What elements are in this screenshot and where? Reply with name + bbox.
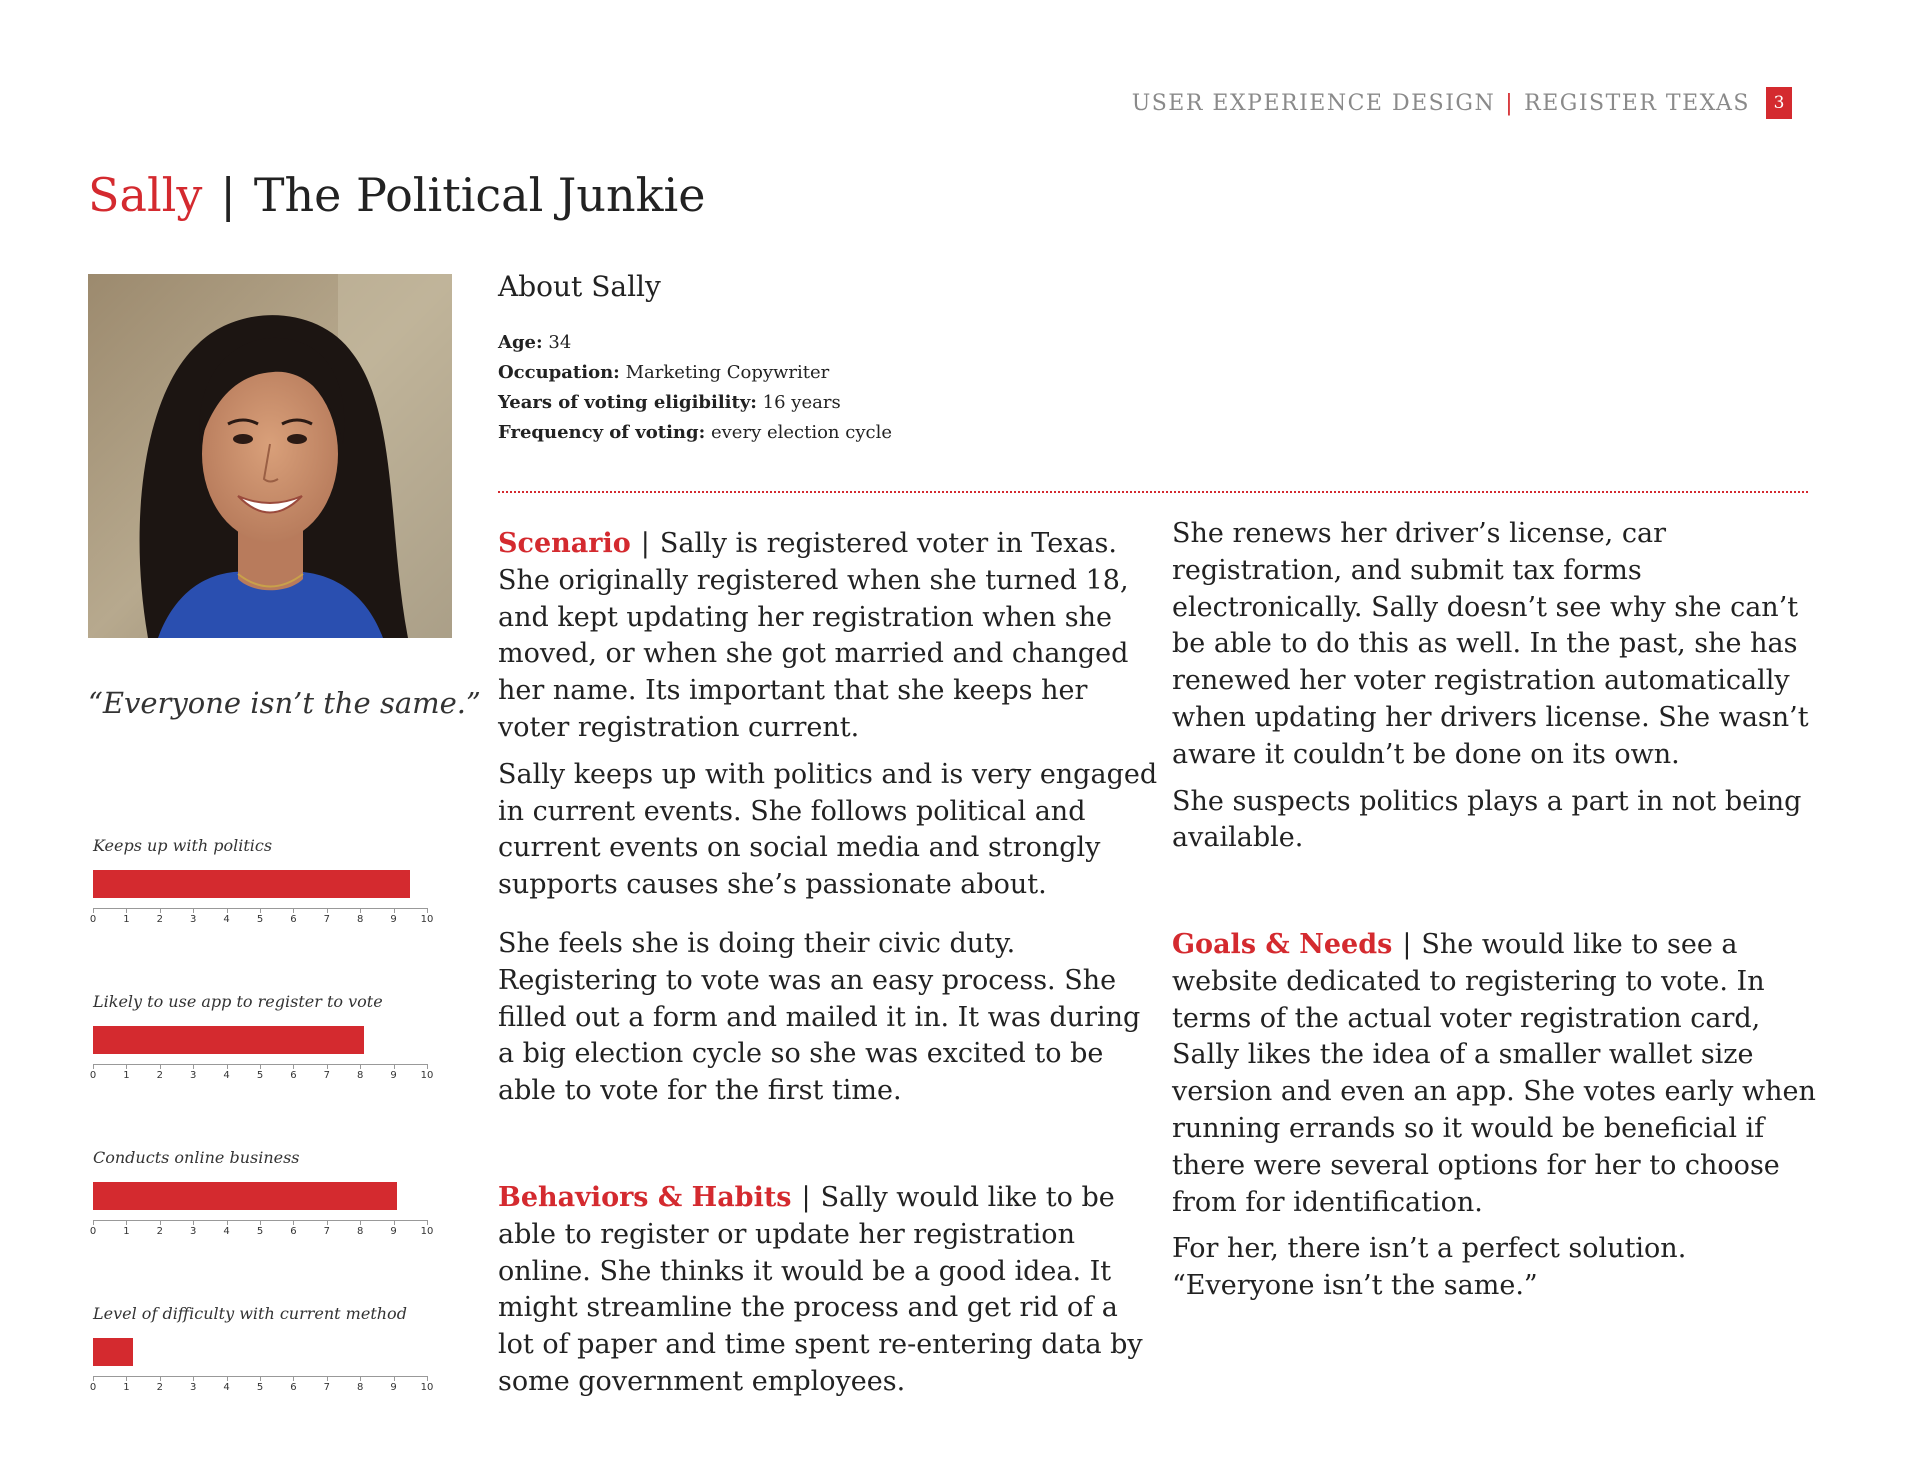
rating-tick-label: 8 xyxy=(357,1226,364,1237)
goals-heading: Goals & Needs xyxy=(1172,929,1393,960)
rating-tick xyxy=(227,1376,228,1381)
rating-label: Level of difficulty with current method xyxy=(93,1304,407,1323)
behaviors-section xyxy=(498,1180,1158,1401)
rating-tick xyxy=(126,908,127,913)
rating-tick-label: 8 xyxy=(357,1382,364,1393)
fact-age-value: 34 xyxy=(548,332,572,353)
rating-tick xyxy=(260,1376,261,1381)
behaviors-text-1: Sally would like to be able to register or update her registration online. She thinks it would be a good idea. It might streamline the process and get rid of a lot of paper and time spent re-entering data by some government employees. xyxy=(498,1182,1143,1397)
rating-scale xyxy=(89,1182,434,1237)
rating-tick xyxy=(193,1220,194,1225)
rating-tick xyxy=(427,908,428,913)
persona-name: Sally xyxy=(88,168,203,222)
scenario-heading: Scenario xyxy=(498,528,631,559)
rating-tick xyxy=(193,1376,194,1381)
rating-tick xyxy=(427,1220,428,1225)
rating-tick-label: 3 xyxy=(190,1382,197,1393)
rating-tick-label: 7 xyxy=(323,1382,330,1393)
context-paragraph-1: She renews her driver’s license, car registration, and submit tax forms electronically. Sally doesn’t see why she can’t be able to do this as well. In the past, she has renewed her voter registration automatically when updating her drivers license. She wasn’t aware it couldn’t be done on its own. xyxy=(1172,518,1809,770)
rating-tick-label: 0 xyxy=(89,1382,97,1393)
behaviors-paragraph-1 xyxy=(498,1180,1158,1401)
fact-years-value: 16 years xyxy=(762,392,841,413)
rating-bar xyxy=(93,1026,364,1054)
rating-tick-label: 1 xyxy=(123,1382,130,1393)
rating-tick-label: 4 xyxy=(223,1226,230,1237)
context-paragraph-2: She suspects politics plays a part in not being available. xyxy=(1172,785,1802,854)
goals-paragraph-2: For her, there isn’t a perfect solution. “Everyone isn’t the same.” xyxy=(1172,1233,1687,1302)
rating-tick-label: 6 xyxy=(290,1382,297,1393)
rating-tick-label: 1 xyxy=(123,1070,130,1081)
goals-section xyxy=(1172,927,1832,1305)
section-divider xyxy=(498,491,1808,493)
scenario-section xyxy=(498,526,1158,1110)
rating-tick xyxy=(394,1064,395,1069)
behaviors-heading: Behaviors & Habits xyxy=(498,1182,792,1213)
rating-tick xyxy=(227,908,228,913)
rating-tick xyxy=(126,1376,127,1381)
rating-tick-label: 9 xyxy=(390,1226,397,1237)
rating-tick-label: 2 xyxy=(156,1382,163,1393)
persona-photo xyxy=(88,274,452,638)
rating-tick-label: 9 xyxy=(390,1070,397,1081)
scenario-separator: | xyxy=(640,528,650,559)
about-facts xyxy=(498,328,892,448)
rating-scale xyxy=(89,1026,434,1081)
rating-tick xyxy=(160,1220,161,1225)
rating-tick xyxy=(93,1376,94,1381)
rating-tick xyxy=(327,1376,328,1381)
header-separator: | xyxy=(1505,90,1515,116)
fact-years-label: Years of voting eligibility: xyxy=(498,392,757,413)
rating-tick xyxy=(160,1376,161,1381)
rating-tick-label: 4 xyxy=(223,1382,230,1393)
rating-scale xyxy=(89,870,434,925)
rating-tick-label: 3 xyxy=(190,1070,197,1081)
rating-tick-label: 4 xyxy=(223,1070,230,1081)
fact-age xyxy=(498,328,892,358)
rating-tick xyxy=(160,1064,161,1069)
rating-bar xyxy=(93,1338,133,1366)
title-separator: | xyxy=(220,168,236,222)
rating-tick-label: 10 xyxy=(420,1070,434,1081)
rating-tick xyxy=(93,1220,94,1225)
rating-tick xyxy=(227,1064,228,1069)
rating-tick-label: 7 xyxy=(323,1070,330,1081)
rating-tick xyxy=(427,1064,428,1069)
rating-tick xyxy=(193,908,194,913)
rating-tick-label: 3 xyxy=(190,1226,197,1237)
rating-tick-label: 5 xyxy=(256,1382,264,1393)
rating-tick xyxy=(260,1064,261,1069)
rating-tick-label: 2 xyxy=(156,1070,163,1081)
page-number-badge: 3 xyxy=(1766,87,1792,119)
behaviors-separator: | xyxy=(801,1182,811,1213)
rating-tick-label: 9 xyxy=(390,1382,397,1393)
fact-age-label: Age: xyxy=(498,332,543,353)
rating-tick-label: 1 xyxy=(123,914,130,925)
rating-tick xyxy=(93,1064,94,1069)
rating-tick-label: 9 xyxy=(390,914,397,925)
rating-tick-label: 5 xyxy=(256,1070,264,1081)
fact-occupation-value: Marketing Copywriter xyxy=(625,362,830,383)
rating-tick-label: 10 xyxy=(420,1226,434,1237)
rating-tick xyxy=(360,908,361,913)
rating-bar xyxy=(93,870,410,898)
page-title xyxy=(88,168,705,222)
rating-tick xyxy=(160,908,161,913)
rating-tick xyxy=(126,1220,127,1225)
rating-scale xyxy=(89,1338,434,1393)
rating-label: Likely to use app to register to vote xyxy=(93,992,383,1011)
rating-tick xyxy=(327,1220,328,1225)
rating-tick-label: 7 xyxy=(323,914,330,925)
header-project-label: REGISTER TEXAS xyxy=(1524,90,1750,116)
rating-item xyxy=(89,992,434,1081)
rating-tick-label: 5 xyxy=(256,1226,264,1237)
rating-tick xyxy=(394,1220,395,1225)
rating-tick-label: 2 xyxy=(156,1226,163,1237)
goals-separator: | xyxy=(1402,929,1412,960)
rating-item xyxy=(89,1148,434,1237)
goals-paragraph-1 xyxy=(1172,927,1832,1221)
persona-archetype: The Political Junkie xyxy=(253,168,706,222)
rating-bar xyxy=(93,1182,397,1210)
rating-tick xyxy=(360,1064,361,1069)
context-section xyxy=(1172,516,1832,857)
scenario-text-1: Sally is registered voter in Texas. She originally registered when she turned 18, and kept updating her registration when she moved, or when she got married and changed her name. Its important that she keeps her voter registration current. xyxy=(498,528,1129,743)
rating-tick xyxy=(126,1064,127,1069)
rating-tick xyxy=(360,1376,361,1381)
fact-occupation xyxy=(498,358,892,388)
fact-frequency-value: every election cycle xyxy=(710,422,892,443)
running-header xyxy=(1132,86,1792,120)
rating-tick xyxy=(293,1220,294,1225)
rating-tick-label: 4 xyxy=(223,914,230,925)
rating-tick-label: 8 xyxy=(357,1070,364,1081)
rating-tick-label: 5 xyxy=(256,914,264,925)
fact-frequency-label: Frequency of voting: xyxy=(498,422,706,443)
rating-tick xyxy=(260,908,261,913)
goals-text-1: She would like to see a website dedicated to registering to vote. In terms of the actual voter registration card, Sally likes the idea of a smaller wallet size version and even an app. She votes early when running errands so it would be beneficial if there were several options for her to choose from for identification. xyxy=(1172,929,1816,1218)
rating-tick-label: 6 xyxy=(290,1226,297,1237)
rating-tick xyxy=(193,1064,194,1069)
rating-tick-label: 1 xyxy=(123,1226,130,1237)
rating-tick-label: 10 xyxy=(420,1382,434,1393)
about-heading: About Sally xyxy=(498,270,661,303)
rating-tick-label: 0 xyxy=(89,1070,97,1081)
portrait-illustration xyxy=(88,274,452,638)
rating-item xyxy=(89,836,434,925)
rating-tick-label: 0 xyxy=(89,1226,97,1237)
rating-tick xyxy=(394,908,395,913)
rating-tick-label: 6 xyxy=(290,1070,297,1081)
rating-tick-label: 0 xyxy=(89,914,97,925)
fact-frequency xyxy=(498,418,892,448)
rating-tick xyxy=(327,1064,328,1069)
rating-tick-label: 7 xyxy=(323,1226,330,1237)
rating-tick xyxy=(327,908,328,913)
rating-item xyxy=(89,1304,434,1393)
rating-tick xyxy=(360,1220,361,1225)
rating-tick xyxy=(394,1376,395,1381)
scenario-paragraph-2: Sally keeps up with politics and is very engaged in current events. She follows political and current events on social media and strongly supports causes she’s passionate about. xyxy=(498,758,1158,901)
fact-occupation-label: Occupation: xyxy=(498,362,620,383)
header-section-label: USER EXPERIENCE DESIGN xyxy=(1131,90,1496,116)
rating-tick-label: 8 xyxy=(357,914,364,925)
rating-label: Keeps up with politics xyxy=(93,836,273,855)
rating-tick xyxy=(293,908,294,913)
rating-tick-label: 6 xyxy=(290,914,297,925)
persona-quote: “Everyone isn’t the same.” xyxy=(88,686,481,720)
rating-tick xyxy=(293,1064,294,1069)
rating-label: Conducts online business xyxy=(93,1148,300,1167)
rating-tick xyxy=(227,1220,228,1225)
rating-tick-label: 10 xyxy=(420,914,434,925)
scenario-paragraph-1 xyxy=(498,526,1158,747)
rating-tick xyxy=(293,1376,294,1381)
rating-tick xyxy=(93,908,94,913)
fact-years xyxy=(498,388,892,418)
rating-tick-label: 3 xyxy=(190,914,197,925)
rating-tick-label: 2 xyxy=(156,914,163,925)
rating-tick xyxy=(427,1376,428,1381)
scenario-paragraph-3: She feels she is doing their civic duty. Registering to vote was an easy process. She filled out a form and mailed it in. It was during a big election cycle so she was excited to be able to vote for the first time. xyxy=(498,927,1141,1107)
rating-tick xyxy=(260,1220,261,1225)
